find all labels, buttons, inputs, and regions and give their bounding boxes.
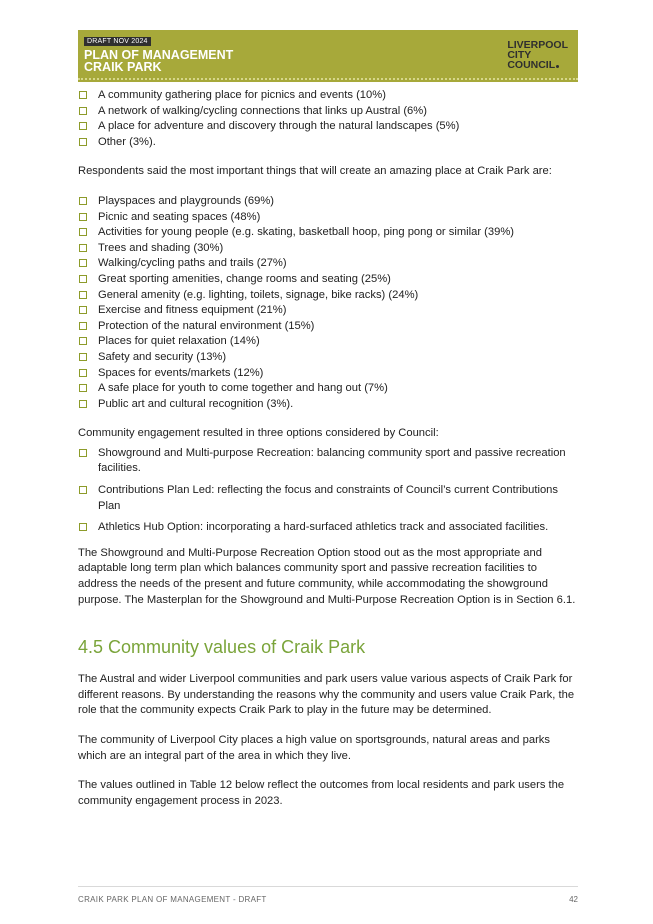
checkbox-bullet-icon (79, 244, 87, 252)
checkbox-bullet-icon (79, 306, 87, 314)
checkbox-bullet-icon (79, 337, 87, 345)
checkbox-bullet-icon (79, 138, 87, 146)
draft-tag: DRAFT NOV 2024 (84, 37, 151, 46)
header-divider (78, 78, 578, 80)
header-title-line2: CRAIK PARK (84, 60, 162, 74)
paragraph: The Austral and wider Liverpool communities and park users value various aspects of Craik Park for different reasons. By understanding the reasons why the community and users value Craik Park, the role that the community expects Craik Park to play in the future may be determined. (78, 673, 575, 717)
checkbox-bullet-icon (79, 197, 87, 205)
checkbox-bullet-icon (79, 353, 87, 361)
list-item: Safety and security (13%) (78, 350, 578, 366)
checkbox-bullet-icon (79, 400, 87, 408)
list-item: Places for quiet relaxation (14%) (78, 334, 578, 350)
checkbox-bullet-icon (79, 384, 87, 392)
logo-line2: CITY (507, 49, 532, 61)
list-item: A community gathering place for picnics and events (10%) (78, 88, 578, 104)
list-item: Other (3%). (78, 135, 578, 151)
paragraph: The Showground and Multi-Purpose Recreation Option stood out as the most appropriate and adaptable long term plan which balances community sport and passive recreation facilities to address the needs of the present and future community, while accommodating the showground purpose. The Masterplan for the Showground and Multi-Purpose Recreation Option is in Section 6.1. (78, 546, 576, 606)
checkbox-bullet-icon (79, 228, 87, 236)
list-item: Great sporting amenities, change rooms and seating (25%) (78, 272, 578, 288)
header-title-line1: PLAN OF MANAGEMENT (84, 48, 234, 62)
list-item: Picnic and seating spaces (48%) (78, 210, 578, 226)
checkbox-bullet-icon (79, 291, 87, 299)
list-item: Contributions Plan Led: reflecting the focus and constraints of Council’s current Contributions Plan (78, 483, 578, 514)
logo-dot-icon (556, 65, 559, 68)
list-item: Showground and Multi-purpose Recreation: balancing community sport and passive recreation facilities. (78, 446, 578, 477)
list-item: Exercise and fitness equipment (21%) (78, 303, 578, 319)
document-header (78, 30, 578, 82)
list-item: General amenity (e.g. lighting, toilets, signage, bike racks) (24%) (78, 288, 578, 304)
list-item: A safe place for youth to come together and hang out (7%) (78, 381, 578, 397)
checkbox-bullet-icon (79, 259, 87, 267)
list-item: Public art and cultural recognition (3%). (78, 397, 578, 413)
paragraph: The community of Liverpool City places a high value on sportsgrounds, natural areas and parks which are an integral part of the area in which they live. (78, 734, 550, 762)
options-list (78, 446, 578, 536)
paragraph: The values outlined in Table 12 below reflect the outcomes from local residents and park users the community engagement process in 2023. (78, 779, 565, 807)
council-logo (507, 40, 568, 70)
page-number: 42 (569, 895, 578, 904)
checkbox-bullet-icon (79, 122, 87, 130)
checkbox-bullet-icon (79, 107, 87, 115)
footer-divider (78, 886, 578, 887)
checkbox-bullet-icon (79, 275, 87, 283)
list-item: Walking/cycling paths and trails (27%) (78, 256, 578, 272)
section-heading: 4.5 Community values of Craik Park (78, 637, 366, 658)
checkbox-bullet-icon (79, 449, 87, 457)
list-item: Athletics Hub Option: incorporating a hard-surfaced athletics track and associated facilities. (78, 520, 578, 536)
list-item: Protection of the natural environment (15%) (78, 319, 578, 335)
values-list (78, 88, 578, 150)
checkbox-bullet-icon (79, 322, 87, 330)
checkbox-bullet-icon (79, 486, 87, 494)
list-item: Activities for young people (e.g. skating, basketball hoop, ping pong or similar (39%) (78, 225, 578, 241)
priorities-list (78, 194, 578, 412)
list-item: Spaces for events/markets (12%) (78, 366, 578, 382)
list-item: A place for adventure and discovery through the natural landscapes (5%) (78, 119, 578, 135)
checkbox-bullet-icon (79, 369, 87, 377)
paragraph: Community engagement resulted in three options considered by Council: (78, 427, 439, 440)
footer-document-title: CRAIK PARK PLAN OF MANAGEMENT - DRAFT (78, 895, 267, 904)
paragraph: Respondents said the most important things that will create an amazing place at Craik Park are: (78, 165, 552, 178)
checkbox-bullet-icon (79, 91, 87, 99)
logo-line3: COUNCIL (507, 59, 556, 71)
checkbox-bullet-icon (79, 213, 87, 221)
list-item: Trees and shading (30%) (78, 241, 578, 257)
page-content (78, 88, 578, 809)
header-title (84, 49, 233, 73)
list-item: Playspaces and playgrounds (69%) (78, 194, 578, 210)
list-item: A network of walking/cycling connections that links up Austral (6%) (78, 104, 578, 120)
checkbox-bullet-icon (79, 523, 87, 531)
logo-line1: LIVERPOOL (507, 39, 568, 51)
